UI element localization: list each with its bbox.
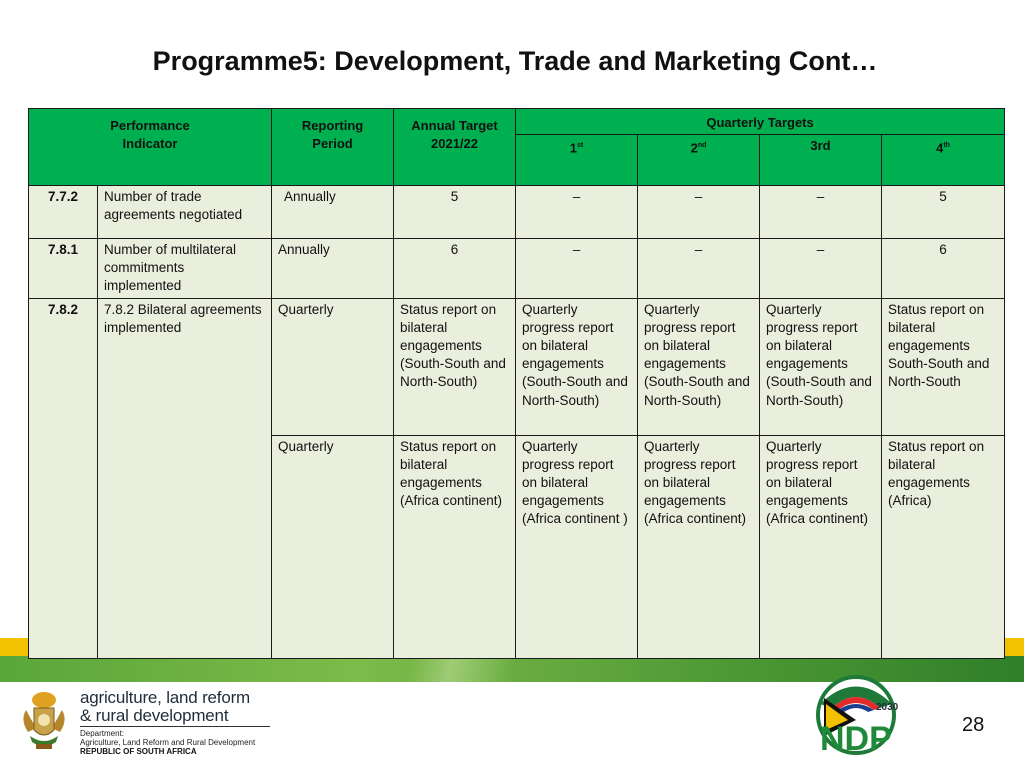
header-reporting-period [272,109,394,186]
header-q1-sup: st [577,142,584,149]
table-row [29,298,1005,435]
indicator-id: 7.8.2 [29,298,98,658]
header-q1-label: 1 [569,140,578,156]
q1-target: Quarterly progress report on bilateral engagements (Africa continent ) [516,435,638,658]
dept-divider [80,726,270,727]
q3-target: – [760,186,882,239]
q4-target: Status report on bilateral engagements (Africa) [882,435,1005,658]
header-q4 [882,135,1005,186]
q3-target: – [760,239,882,299]
ndp-year: 2030 [876,702,899,713]
header-quarterly-targets: Quarterly Targets [516,109,1005,135]
indicator-id: 7.8.1 [29,239,98,299]
indicator-name: 7.8.2 Bilateral agreements implemented [98,298,272,658]
dept-label: Department: [80,729,125,738]
q4-target: 5 [882,186,1005,239]
header-q4-sup: th [943,142,950,149]
annual-target: Status report on bilateral engagements (South-South and North-South) [394,298,516,435]
q2-target: – [638,239,760,299]
reporting-period: Annually [272,239,394,299]
dept-country: REPUBLIC OF SOUTH AFRICA [80,747,197,756]
coat-of-arms-icon [18,690,70,757]
header-q4-label: 4 [936,140,944,156]
q4-target: Status report on bilateral engagements South-South and North-South [882,298,1005,435]
dept-name-line1: agriculture, land reform [80,688,250,707]
q1-target: – [516,239,638,299]
q4-target: 6 [882,239,1005,299]
page-title: Programme5: Development, Trade and Marketing Cont… [152,46,878,76]
header-target-line1: Annual Target [411,118,498,133]
reporting-period: Quarterly [272,435,394,658]
q3-target: Quarterly progress report on bilateral engagements (Africa continent) [760,435,882,658]
header-q2-label: 2 [690,140,698,156]
header-period-line1: Reporting [301,118,364,133]
performance-table [28,108,1005,659]
annual-target: 6 [394,239,516,299]
header-q3: 3rd [760,135,882,186]
q1-target: – [516,186,638,239]
q3-target: Quarterly progress report on bilateral engagements (South-South and North-South) [760,298,882,435]
annual-target: 5 [394,186,516,239]
header-indicator-line1: Performance [110,118,190,133]
reporting-period: Quarterly [272,298,394,435]
header-q1 [516,135,638,186]
indicator-name: Number of trade agreements negotiated [98,186,272,239]
header-indicator-line2: Indicator [122,136,178,152]
table-row [29,186,1005,239]
q1-target: Quarterly progress report on bilateral engagements (South-South and North-South) [516,298,638,435]
header-period-line2: Period [312,136,353,152]
header-target-line2: 2021/22 [431,136,479,152]
table-row [29,239,1005,299]
header-q2-sup: nd [697,142,707,149]
dept-name-line2: & rural development [80,706,229,725]
q2-target: – [638,186,760,239]
indicator-name: Number of multilateral commitments implemented [98,239,272,299]
q2-target: Quarterly progress report on bilateral engagements (Africa continent) [638,435,760,658]
page-number: 28 [962,714,985,736]
ndp-text: NDP [820,720,892,756]
header-performance-indicator [29,109,272,186]
header-q2 [638,135,760,186]
annual-target: Status report on bilateral engagements (Africa continent) [394,435,516,658]
reporting-period: Annually [272,186,394,239]
ndp-2030-logo [810,674,902,761]
indicator-id: 7.7.2 [29,186,98,239]
q2-target: Quarterly progress report on bilateral engagements (South-South and North-South) [638,298,760,435]
header-annual-target [394,109,516,186]
dept-full-name: Agriculture, Land Reform and Rural Development [80,738,256,747]
